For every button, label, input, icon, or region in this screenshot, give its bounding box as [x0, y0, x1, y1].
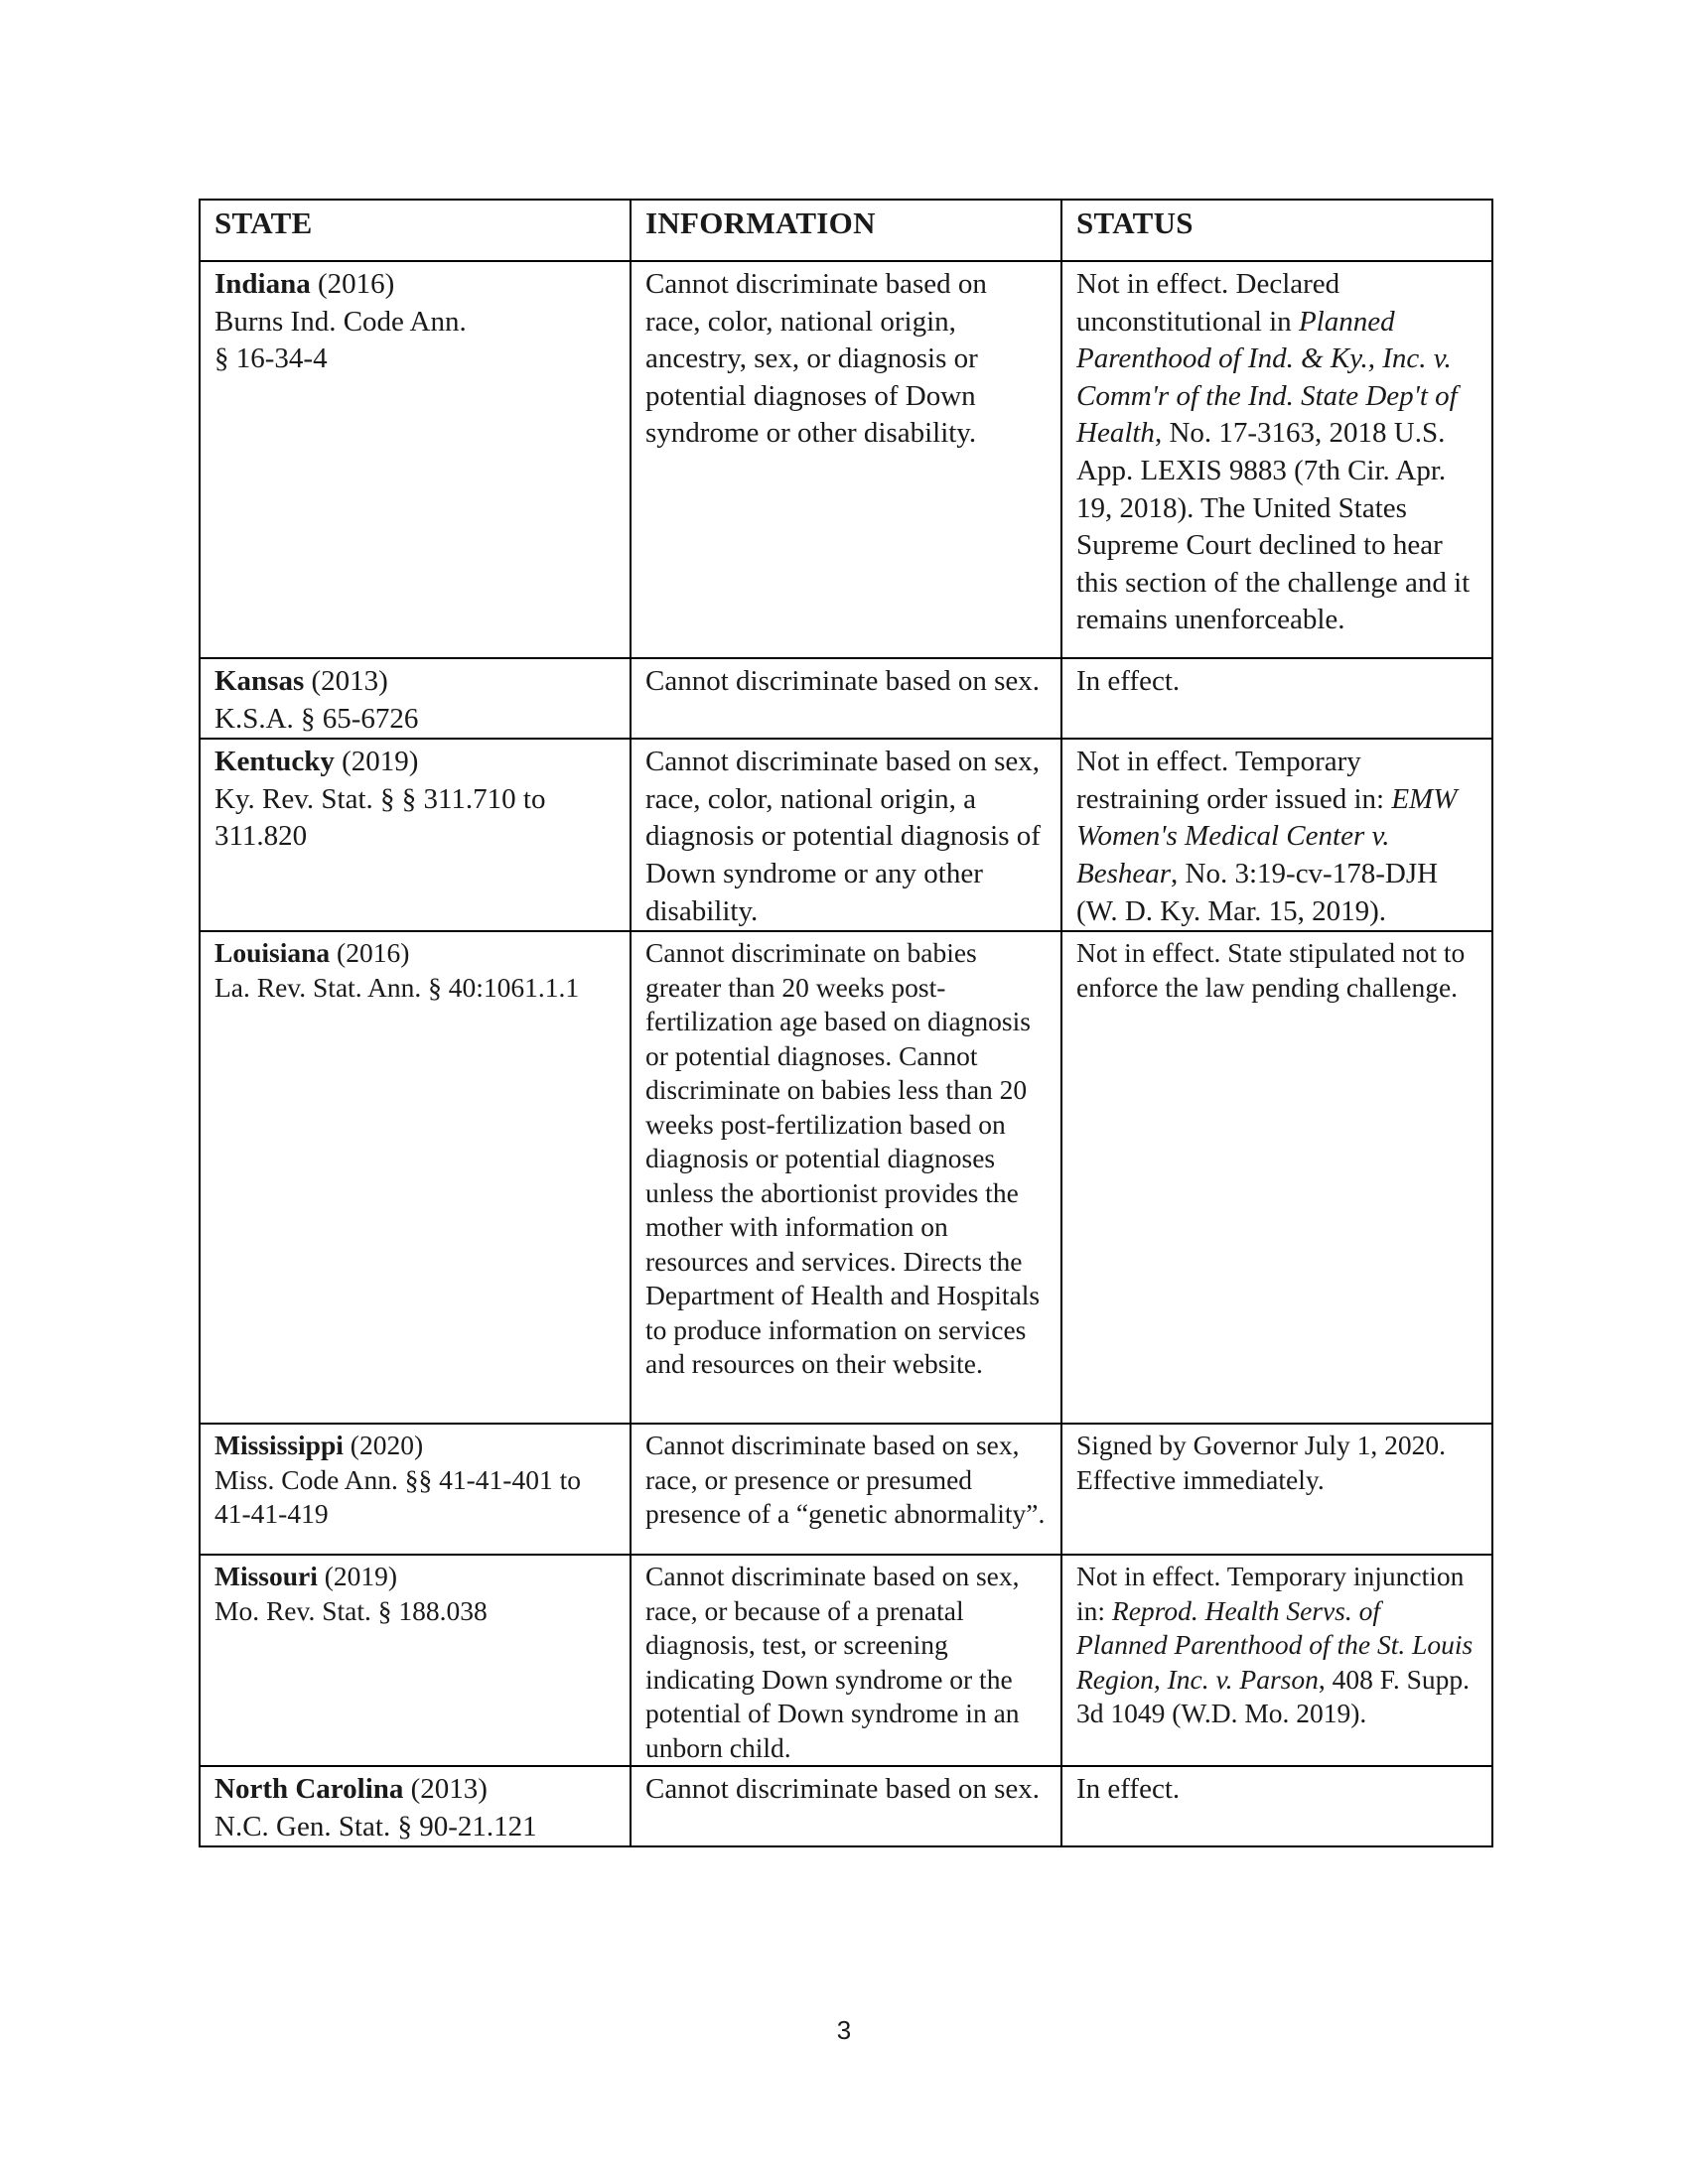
status-text: Not in effect. Temporary restraining order issued in:: [1076, 746, 1392, 815]
state-name: Kansas: [214, 665, 305, 697]
state-name: Mississippi: [214, 1430, 344, 1461]
page-number: 3: [836, 2015, 852, 2045]
state-laws-table: [199, 199, 1493, 1847]
information-cell: Cannot discriminate based on race, color, national origin, ancestry, sex, or diagnosis or potential diagnoses of Down syndrome or other disability.: [631, 261, 1061, 658]
state-cell: [200, 739, 631, 931]
state-cell: [200, 658, 631, 739]
table-row: [200, 931, 1492, 1424]
information-cell: Cannot discriminate based on sex, race, or because of a prenatal diagnosis, test, or screening indicating Down syndrome or the potential of Down syndrome in an unborn child.: [631, 1555, 1061, 1766]
table-row: [200, 739, 1492, 931]
status-cell: [1061, 658, 1492, 739]
statute-citation: Ky. Rev. Stat. § § 311.710 to 311.820: [214, 782, 546, 853]
status-text: In effect.: [1076, 1773, 1181, 1806]
status-text: In effect.: [1076, 665, 1181, 697]
status-cell: [1061, 931, 1492, 1424]
information-cell: Cannot discriminate based on sex.: [631, 1766, 1061, 1846]
state-year: (2020): [350, 1430, 424, 1461]
status-text: Not in effect. Temporary injunction in:: [1076, 1561, 1465, 1626]
statute-citation: La. Rev. Stat. Ann. § 40:1061.1.1: [214, 971, 580, 1003]
status-cell: [1061, 739, 1492, 931]
table-row: [200, 1424, 1492, 1555]
table-row: [200, 261, 1492, 658]
information-cell: Cannot discriminate based on sex.: [631, 658, 1061, 739]
header-information: INFORMATION: [631, 200, 1061, 261]
state-year: (2019): [324, 1561, 398, 1592]
state-year: (2016): [337, 937, 410, 969]
state-year: (2013): [311, 665, 388, 697]
state-year: (2016): [317, 268, 395, 300]
header-state: STATE: [200, 200, 631, 261]
state-cell: [200, 261, 631, 658]
state-name: Kentucky: [214, 746, 335, 778]
state-cell: [200, 1424, 631, 1555]
case-name: EMW Women's Medical Center v. Beshear: [1076, 782, 1458, 889]
state-name: North Carolina: [214, 1773, 404, 1806]
status-text: Not in effect. Declared unconstitutional in: [1076, 268, 1340, 338]
case-name: Planned Parenthood of Ind. & Ky., Inc. v. Comm'r of the Ind. State Dep't of Health: [1076, 305, 1458, 450]
table-header-row: [200, 200, 1492, 261]
status-text: , No. 17-3163, 2018 U.S. App. LEXIS 9883 (7th Cir. Apr. 19, 2018). The United States Supreme Court declined to hear this section of the challenge and it remains unenforceable.: [1076, 417, 1471, 636]
information-cell: Cannot discriminate based on sex, race, color, national origin, a diagnosis or potential diagnosis of Down syndrome or any other disability.: [631, 739, 1061, 931]
status-text: , 408 F. Supp. 3d 1049 (W.D. Mo. 2019).: [1076, 1663, 1471, 1729]
status-text: Not in effect. State stipulated not to enforce the law pending challenge.: [1076, 937, 1466, 1003]
statute-citation: N.C. Gen. Stat. § 90-21.121: [214, 1810, 537, 1843]
state-year: (2019): [342, 746, 419, 778]
state-cell: [200, 1766, 631, 1846]
table-body: [200, 261, 1492, 1846]
table-row: [200, 658, 1492, 739]
statute-citation: § 16-34-4: [214, 342, 328, 375]
case-name: Reprod. Health Servs. of Planned Parenthood of the St. Louis Region, Inc. v. Parson: [1076, 1594, 1474, 1695]
statute-citation: Burns Ind. Code Ann.: [214, 305, 467, 338]
information-cell: Cannot discriminate on babies greater than 20 weeks post-fertilization age based on diagnosis or potential diagnoses. Cannot discriminate on babies less than 20 weeks post-fertilization based on diagnosis or potential diagnoses unless the abortionist provides the mother with information on resources and services. Directs the Department of Health and Hospitals to produce information on services and resources on their website.: [631, 931, 1061, 1424]
information-cell: Cannot discriminate based on sex, race, or presence or presumed presence of a “genetic abnormality”.: [631, 1424, 1061, 1555]
state-year: (2013): [410, 1773, 488, 1806]
state-cell: [200, 931, 631, 1424]
state-name: Indiana: [214, 268, 311, 300]
status-cell: [1061, 1424, 1492, 1555]
status-text: Signed by Governor July 1, 2020. Effective immediately.: [1076, 1430, 1446, 1495]
statute-citation: Mo. Rev. Stat. § 188.038: [214, 1594, 488, 1626]
statute-citation: Miss. Code Ann. §§ 41-41-401 to 41-41-419: [214, 1463, 581, 1530]
status-cell: [1061, 1766, 1492, 1846]
status-cell: [1061, 261, 1492, 658]
state-name: Louisiana: [214, 937, 331, 969]
status-cell: [1061, 1555, 1492, 1766]
table-row: [200, 1766, 1492, 1846]
state-name: Missouri: [214, 1561, 318, 1592]
status-text: , No. 3:19-cv-178-DJH (W. D. Ky. Mar. 15, 2019).: [1076, 857, 1439, 927]
statute-citation: K.S.A. § 65-6726: [214, 702, 419, 735]
header-status: STATUS: [1061, 200, 1492, 261]
state-cell: [200, 1555, 631, 1766]
table-row: [200, 1555, 1492, 1766]
